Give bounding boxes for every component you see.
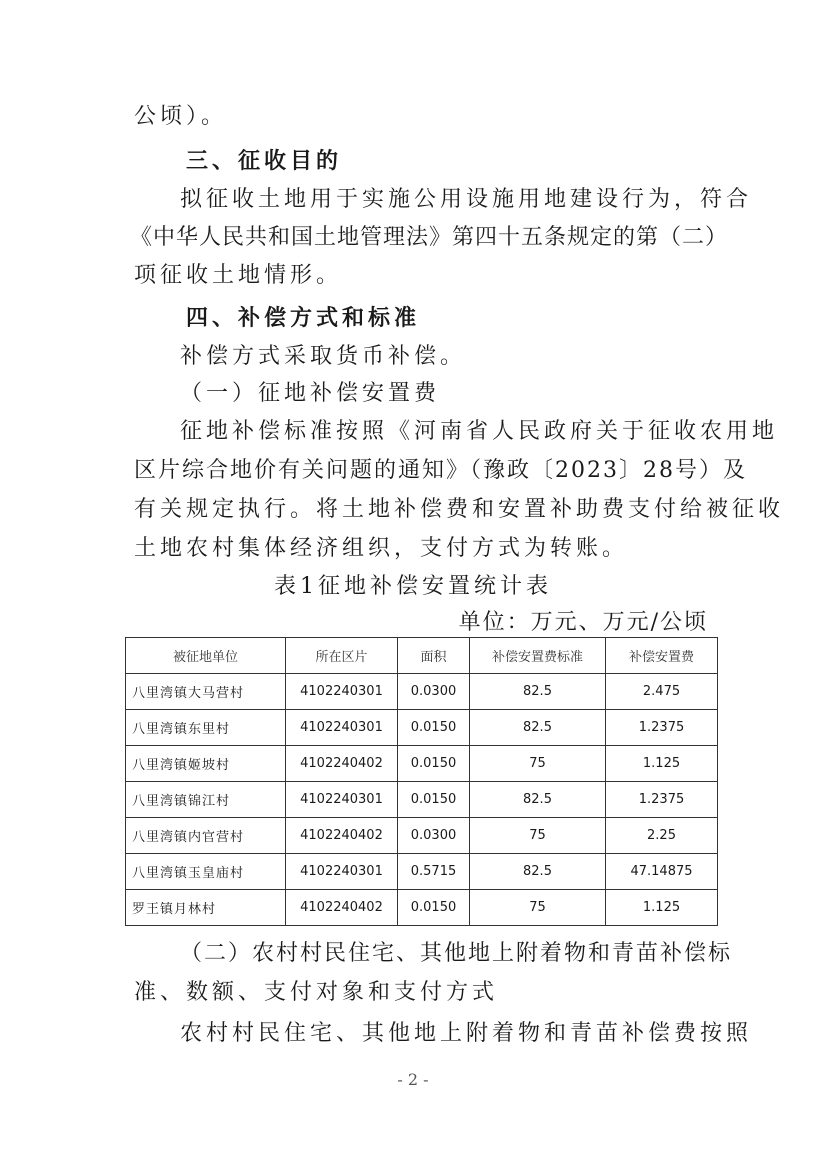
table-cell: 0.0150 xyxy=(398,710,470,746)
table-header-cell: 面积 xyxy=(398,638,470,674)
table-row xyxy=(126,854,718,890)
table-cell: 82.5 xyxy=(470,782,606,818)
section-heading-compensation: 四、补偿方式和标准 xyxy=(186,305,421,331)
table-cell: 0.0150 xyxy=(398,890,470,926)
table-cell: 4102240402 xyxy=(286,818,398,854)
table-cell: 1.125 xyxy=(606,890,718,926)
table-cell: 4102240301 xyxy=(286,710,398,746)
table-cell: 4102240402 xyxy=(286,746,398,782)
table-cell: 47.14875 xyxy=(606,854,718,890)
table-cell: 2.475 xyxy=(606,674,718,710)
paragraph-line: 拟征收土地用于实施公用设施用地建设行为，符合 xyxy=(180,187,753,212)
paragraph-line: 项征收土地情形。 xyxy=(134,263,343,288)
table-cell: 八里湾镇内官营村 xyxy=(126,818,286,854)
sub-heading-land-compensation: （一）征地补偿安置费 xyxy=(180,381,441,406)
compensation-table xyxy=(125,637,718,926)
paragraph-line: 农村村民住宅、其他地上附着物和青苗补偿费按照 xyxy=(180,1021,753,1046)
table-cell: 罗王镇月林村 xyxy=(126,890,286,926)
paragraph-line: 征地补偿标准按照《河南省人民政府关于征收农用地 xyxy=(180,419,779,444)
table-header-cell: 补偿安置费 xyxy=(606,638,718,674)
table-cell: 八里湾镇玉皇庙村 xyxy=(126,854,286,890)
table-cell: 0.5715 xyxy=(398,854,470,890)
table-cell: 82.5 xyxy=(470,710,606,746)
table-cell: 八里湾镇锦江村 xyxy=(126,782,286,818)
table-header-cell: 所在区片 xyxy=(286,638,398,674)
table-cell: 0.0300 xyxy=(398,818,470,854)
table-cell: 75 xyxy=(470,890,606,926)
table-unit: 单位：万元、万元/公顷 xyxy=(458,610,708,635)
table-cell: 4102240301 xyxy=(286,782,398,818)
continuation-text: 公顷）。 xyxy=(134,104,228,129)
page-number: - 2 - xyxy=(397,1070,429,1089)
table-cell: 4102240402 xyxy=(286,890,398,926)
section-heading-purpose: 三、征收目的 xyxy=(186,148,343,174)
paragraph-line: 补偿方式采取货币补偿。 xyxy=(180,344,467,369)
table-row xyxy=(126,782,718,818)
table-row xyxy=(126,890,718,926)
table-cell: 82.5 xyxy=(470,674,606,710)
table-cell: 75 xyxy=(470,746,606,782)
table-row xyxy=(126,674,718,710)
table-row xyxy=(126,710,718,746)
table-cell: 75 xyxy=(470,818,606,854)
table-header-cell: 补偿安置费标准 xyxy=(470,638,606,674)
sub-heading-residence-compensation: （二）农村村民住宅、其他地上附着物和青苗补偿标 xyxy=(180,941,733,966)
table-cell: 0.0300 xyxy=(398,674,470,710)
sub-heading-residence-compensation-cont: 准、数额、支付对象和支付方式 xyxy=(134,980,499,1005)
table-cell: 2.25 xyxy=(606,818,718,854)
table-title: 表1征地补偿安置统计表 xyxy=(274,574,552,599)
table-header-cell: 被征地单位 xyxy=(126,638,286,674)
table-cell: 0.0150 xyxy=(398,746,470,782)
table-cell: 82.5 xyxy=(470,854,606,890)
table-header-row xyxy=(126,638,718,674)
table-cell: 八里湾镇姬坡村 xyxy=(126,746,286,782)
table-cell: 4102240301 xyxy=(286,854,398,890)
paragraph-line: 区片综合地价有关问题的通知》（豫政〔2023〕28号）及 xyxy=(134,458,747,483)
table-row xyxy=(126,818,718,854)
paragraph-line: 《中华人民共和国土地管理法》第四十五条规定的第（二） xyxy=(130,225,729,250)
table-row xyxy=(126,746,718,782)
paragraph-line: 有关规定执行。将土地补偿费和安置补助费支付给被征收 xyxy=(134,497,785,522)
paragraph-line: 土地农村集体经济组织，支付方式为转账。 xyxy=(134,536,629,561)
table-cell: 八里湾镇大马营村 xyxy=(126,674,286,710)
table-cell: 1.2375 xyxy=(606,782,718,818)
table-cell: 八里湾镇东里村 xyxy=(126,710,286,746)
table-cell: 4102240301 xyxy=(286,674,398,710)
table-cell: 0.0150 xyxy=(398,782,470,818)
table-cell: 1.125 xyxy=(606,746,718,782)
table-cell: 1.2375 xyxy=(606,710,718,746)
